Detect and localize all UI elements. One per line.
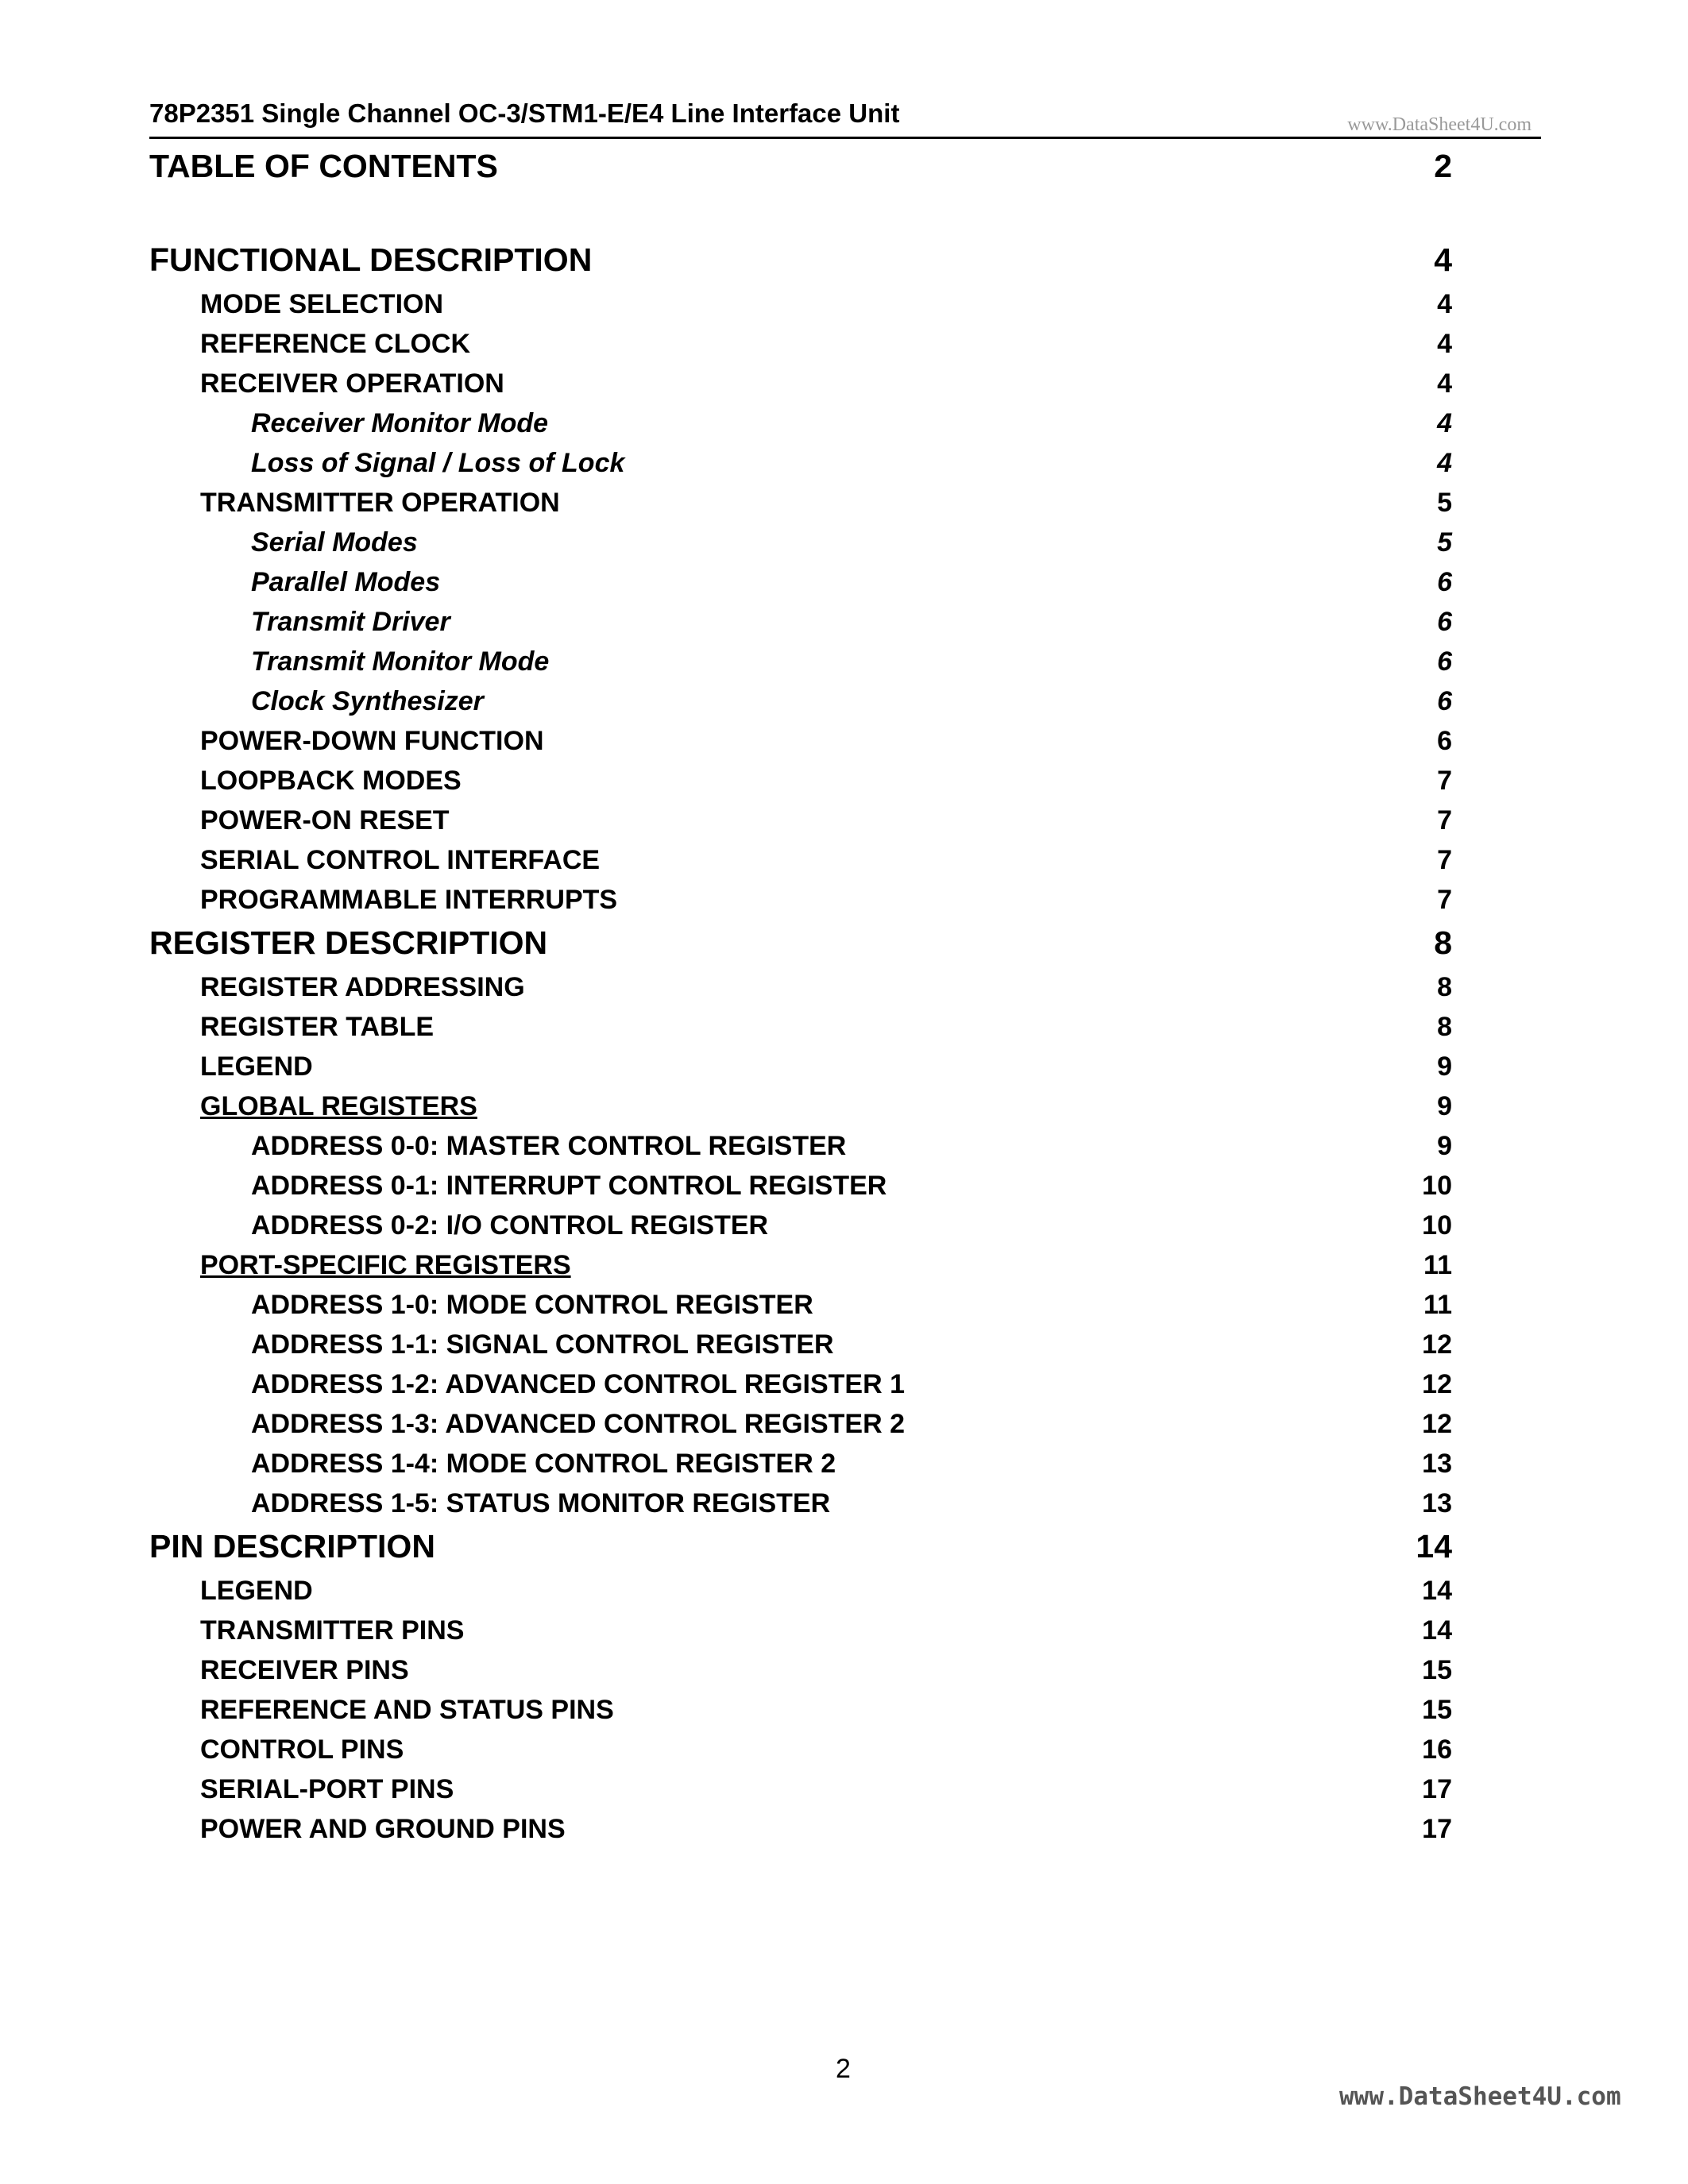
toc-entry[interactable]: ADDRESS 0-1: INTERRUPT CONTROL REGISTER 10	[251, 1171, 1452, 1201]
toc-entry[interactable]: REFERENCE CLOCK 4	[200, 329, 1452, 359]
toc-entry[interactable]: ADDRESS 1-2: ADVANCED CONTROL REGISTER 1 12	[251, 1369, 1452, 1399]
toc-entry[interactable]: ADDRESS 0-2: I/O CONTROL REGISTER 10	[251, 1210, 1452, 1241]
toc-entry[interactable]: RECEIVER OPERATION 4	[200, 369, 1452, 399]
toc-entry[interactable]: Parallel Modes 6	[251, 567, 1452, 597]
toc-entry[interactable]: SERIAL CONTROL INTERFACE 7	[200, 845, 1452, 875]
toc-entry[interactable]: TRANSMITTER OPERATION 5	[200, 488, 1452, 518]
toc-entry[interactable]: POWER-DOWN FUNCTION 6	[200, 726, 1452, 756]
toc-entry[interactable]: LEGEND 14	[200, 1576, 1452, 1606]
toc-entry[interactable]: REGISTER DESCRIPTION 8	[149, 924, 1452, 961]
toc-entry[interactable]: PORT-SPECIFIC REGISTERS 11	[200, 1250, 1452, 1280]
toc-entry[interactable]: LEGEND 9	[200, 1051, 1452, 1082]
toc-entry[interactable]: PIN DESCRIPTION 14	[149, 1528, 1452, 1565]
toc-entry[interactable]: PROGRAMMABLE INTERRUPTS 7	[200, 885, 1452, 915]
watermark-link-bottom[interactable]: www.DataSheet4U.com	[1339, 2082, 1621, 2111]
toc-entry[interactable]: ADDRESS 1-5: STATUS MONITOR REGISTER 13	[251, 1488, 1452, 1518]
toc-entry[interactable]: ADDRESS 1-1: SIGNAL CONTROL REGISTER 12	[251, 1329, 1452, 1360]
document-title: 78P2351 Single Channel OC-3/STM1-E/E4 Line Interface Unit	[149, 98, 900, 128]
toc-entry[interactable]: ADDRESS 1-4: MODE CONTROL REGISTER 2 13	[251, 1449, 1452, 1479]
toc-entry[interactable]: SERIAL-PORT PINS 17	[200, 1774, 1452, 1804]
toc-entry[interactable]: LOOPBACK MODES 7	[200, 766, 1452, 796]
toc-entry[interactable]: REFERENCE AND STATUS PINS 15	[200, 1695, 1452, 1725]
toc-entry[interactable]: POWER AND GROUND PINS 17	[200, 1814, 1452, 1844]
toc-entry[interactable]: ADDRESS 1-0: MODE CONTROL REGISTER 11	[251, 1290, 1452, 1320]
page-number: 2	[836, 2054, 851, 2084]
toc-entry[interactable]: FUNCTIONAL DESCRIPTION 4	[149, 241, 1452, 278]
toc-entry[interactable]: REGISTER ADDRESSING 8	[200, 972, 1452, 1002]
toc-entry[interactable]: POWER-ON RESET 7	[200, 805, 1452, 835]
toc-entry[interactable]: MODE SELECTION 4	[200, 289, 1452, 319]
toc-entry[interactable]: Clock Synthesizer 6	[251, 686, 1452, 716]
watermark-link-top[interactable]: www.DataSheet4U.com	[1347, 114, 1532, 135]
toc-entry[interactable]: GLOBAL REGISTERS 9	[200, 1091, 1452, 1121]
toc-entry[interactable]: TABLE OF CONTENTS 2	[149, 148, 1452, 184]
toc-entry[interactable]: Loss of Signal / Loss of Lock 4	[251, 448, 1452, 478]
toc-entry[interactable]: Transmit Monitor Mode 6	[251, 646, 1452, 677]
page-header	[149, 98, 1541, 139]
toc-entry[interactable]: REGISTER TABLE 8	[200, 1012, 1452, 1042]
toc-entry[interactable]: Transmit Driver 6	[251, 607, 1452, 637]
toc-entry[interactable]: RECEIVER PINS 15	[200, 1655, 1452, 1685]
toc-entry[interactable]: Serial Modes 5	[251, 527, 1452, 558]
toc-entry[interactable]: ADDRESS 1-3: ADVANCED CONTROL REGISTER 2 12	[251, 1409, 1452, 1439]
toc-entry[interactable]: ADDRESS 0-0: MASTER CONTROL REGISTER 9	[251, 1131, 1452, 1161]
toc-entry[interactable]: TRANSMITTER PINS 14	[200, 1615, 1452, 1646]
toc-entry[interactable]: CONTROL PINS 16	[200, 1734, 1452, 1765]
toc-entry[interactable]: Receiver Monitor Mode 4	[251, 408, 1452, 438]
